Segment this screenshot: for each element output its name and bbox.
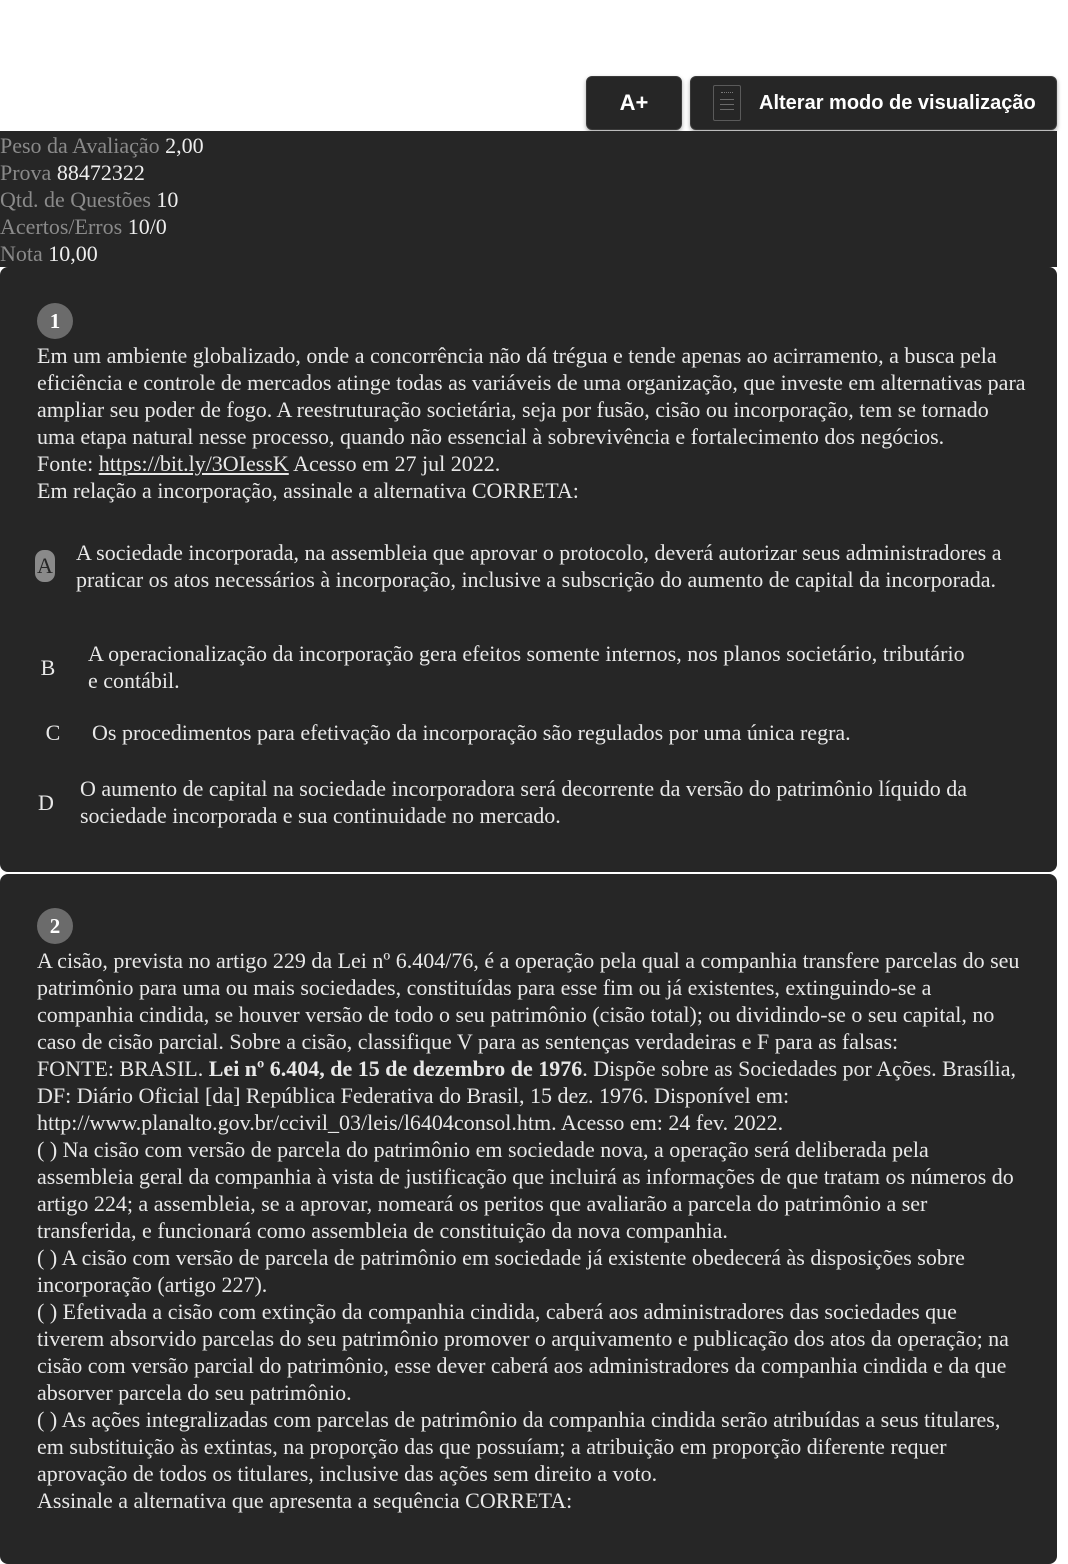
question-text xyxy=(37,342,1027,504)
questions-value: 10 xyxy=(156,187,179,212)
summary-weight xyxy=(0,132,1057,159)
option-letter-selected: A xyxy=(35,550,55,582)
source-link[interactable]: https://bit.ly/3OIessK xyxy=(98,451,289,476)
option-a[interactable] xyxy=(35,539,1006,593)
questions-label: Qtd. de Questões xyxy=(0,187,157,212)
question-card-2 xyxy=(0,874,1057,1564)
option-letter: D xyxy=(38,789,54,815)
question-statement: A cisão, prevista no artigo 229 da Lei nº 6.404/76, é a operação pela qual a companhia transfere parcelas do seu patrimônio para uma ou mais sociedades, constituídas para esse fim ou já existentes, extinguindo-se a companhia cindida, se houver versão de todo o seu patrimônio (cisão total); ou dividindo-se o seu capital, no caso de cisão parcial. Sobre a cisão, classifique V para as sentenças verdadeiras e F para as falsas: xyxy=(37,948,1020,1054)
question-text xyxy=(37,947,1027,1514)
statement-item-2: ( ) A cisão com versão de parcela de patrimônio em sociedade já existente obedecerá às disposições sobre incorporação (artigo 227). xyxy=(37,1245,965,1297)
option-c[interactable] xyxy=(43,719,992,746)
question-number-badge: 1 xyxy=(37,303,73,339)
option-text: O aumento de capital na sociedade incorporadora será decorrente da versão do patrimônio líquido da sociedade incorporada e sua continuidade no mercado. xyxy=(80,776,967,828)
weight-label: Peso da Avaliação xyxy=(0,133,166,158)
question-prompt: Em relação a incorporação, assinale a alternativa CORRETA: xyxy=(37,478,579,503)
score-label: Acertos/Erros xyxy=(0,214,128,239)
option-text: Os procedimentos para efetivação da incorporação são regulados por uma única regra. xyxy=(92,720,851,745)
summary-exam xyxy=(0,159,1057,186)
option-text: A sociedade incorporada, na assembleia que aprovar o protocolo, deverá autorizar seus administradores a praticar os atos necessários à incorporação, inclusive a subscrição do aumento de capital da incorporada. xyxy=(76,540,1002,592)
statement-item-4: ( ) As ações integralizadas com parcelas de patrimônio da companhia cindida serão atribuídas a seus titulares, em substituição às extintas, na proporção das que possuíam; a atribuição em proporção diferente requer aprovação de todos os titulares, inclusive das ações sem direito a voto. xyxy=(37,1407,1001,1486)
summary-score xyxy=(0,213,1057,240)
question-prompt: Assinale a alternativa que apresenta a sequência CORRETA: xyxy=(37,1488,573,1513)
question-number-badge: 2 xyxy=(37,908,73,944)
weight-value: 2,00 xyxy=(165,133,204,158)
exam-label: Prova xyxy=(0,160,57,185)
question-source: Fonte: https://bit.ly/3OIessK Acesso em 27 jul 2022. xyxy=(37,451,501,476)
document-icon xyxy=(713,85,741,121)
exam-summary xyxy=(0,131,1057,267)
option-b[interactable] xyxy=(38,640,968,694)
question-card-1 xyxy=(0,267,1057,872)
statement-item-3: ( ) Efetivada a cisão com extinção da companhia cindida, caberá aos administradores das sociedades que tiverem absorvido parcelas do seu patrimônio promover o arquivamento e publicação dos atos da operação; na cisão com versão parcial do patrimônio, esse dever caberá aos administradores da companhia cindida e da que absorver parcela do seu patrimônio. xyxy=(37,1299,1009,1405)
option-d[interactable] xyxy=(36,775,1030,829)
score-value: 10/0 xyxy=(127,214,167,239)
question-source: FONTE: BRASIL. Lei nº 6.404, de 15 de dezembro de 1976. Dispõe sobre as Sociedades por Ações. Brasília, DF: Diário Oficial [da] República Federativa do Brasil, 15 dez. 1976. Disponível em: http://www.planalto.gov.br/ccivil_03/leis/l6404consol.htm. Acesso em: 24 fev. 2022. xyxy=(37,1056,1017,1135)
question-statement: Em um ambiente globalizado, onde a concorrência não dá trégua e tende apenas ao acirramento, a busca pela eficiência e controle de mercados atinge todas as variáveis de uma organização, que investe em alternativas para ampliar seu poder de fogo. A reestruturação societária, seja por fusão, cisão ou incorporação, tem se tornado uma etapa natural nesse processo, quando não essencial à sobrevivência e fortalecimento dos negócios. xyxy=(37,343,1026,449)
option-letter: C xyxy=(45,720,61,745)
summary-grade xyxy=(0,240,1057,267)
view-mode-button[interactable] xyxy=(690,76,1057,130)
summary-questions xyxy=(0,186,1057,213)
view-mode-label: Alterar modo de visualização xyxy=(759,91,1036,114)
top-toolbar xyxy=(0,0,1068,131)
grade-label: Nota xyxy=(0,241,49,266)
font-increase-button[interactable]: A+ xyxy=(586,76,682,130)
statement-item-1: ( ) Na cisão com versão de parcela do patrimônio em sociedade nova, a operação será deliberada pela assembleia geral da companhia à vista de justificação que incluirá as informações de que tratam os números do artigo 224; a assembleia, se a aprovar, nomeará os peritos que avaliarão a parcela do patrimônio a ser transferida, e funcionará como assembleia de constituição da nova companhia. xyxy=(37,1137,1014,1243)
exam-value: 88472322 xyxy=(56,160,145,185)
grade-value: 10,00 xyxy=(48,241,98,266)
option-letter: B xyxy=(40,654,56,680)
option-text: A operacionalização da incorporação gera efeitos somente internos, nos planos societário, tributário e contábil. xyxy=(88,641,965,693)
